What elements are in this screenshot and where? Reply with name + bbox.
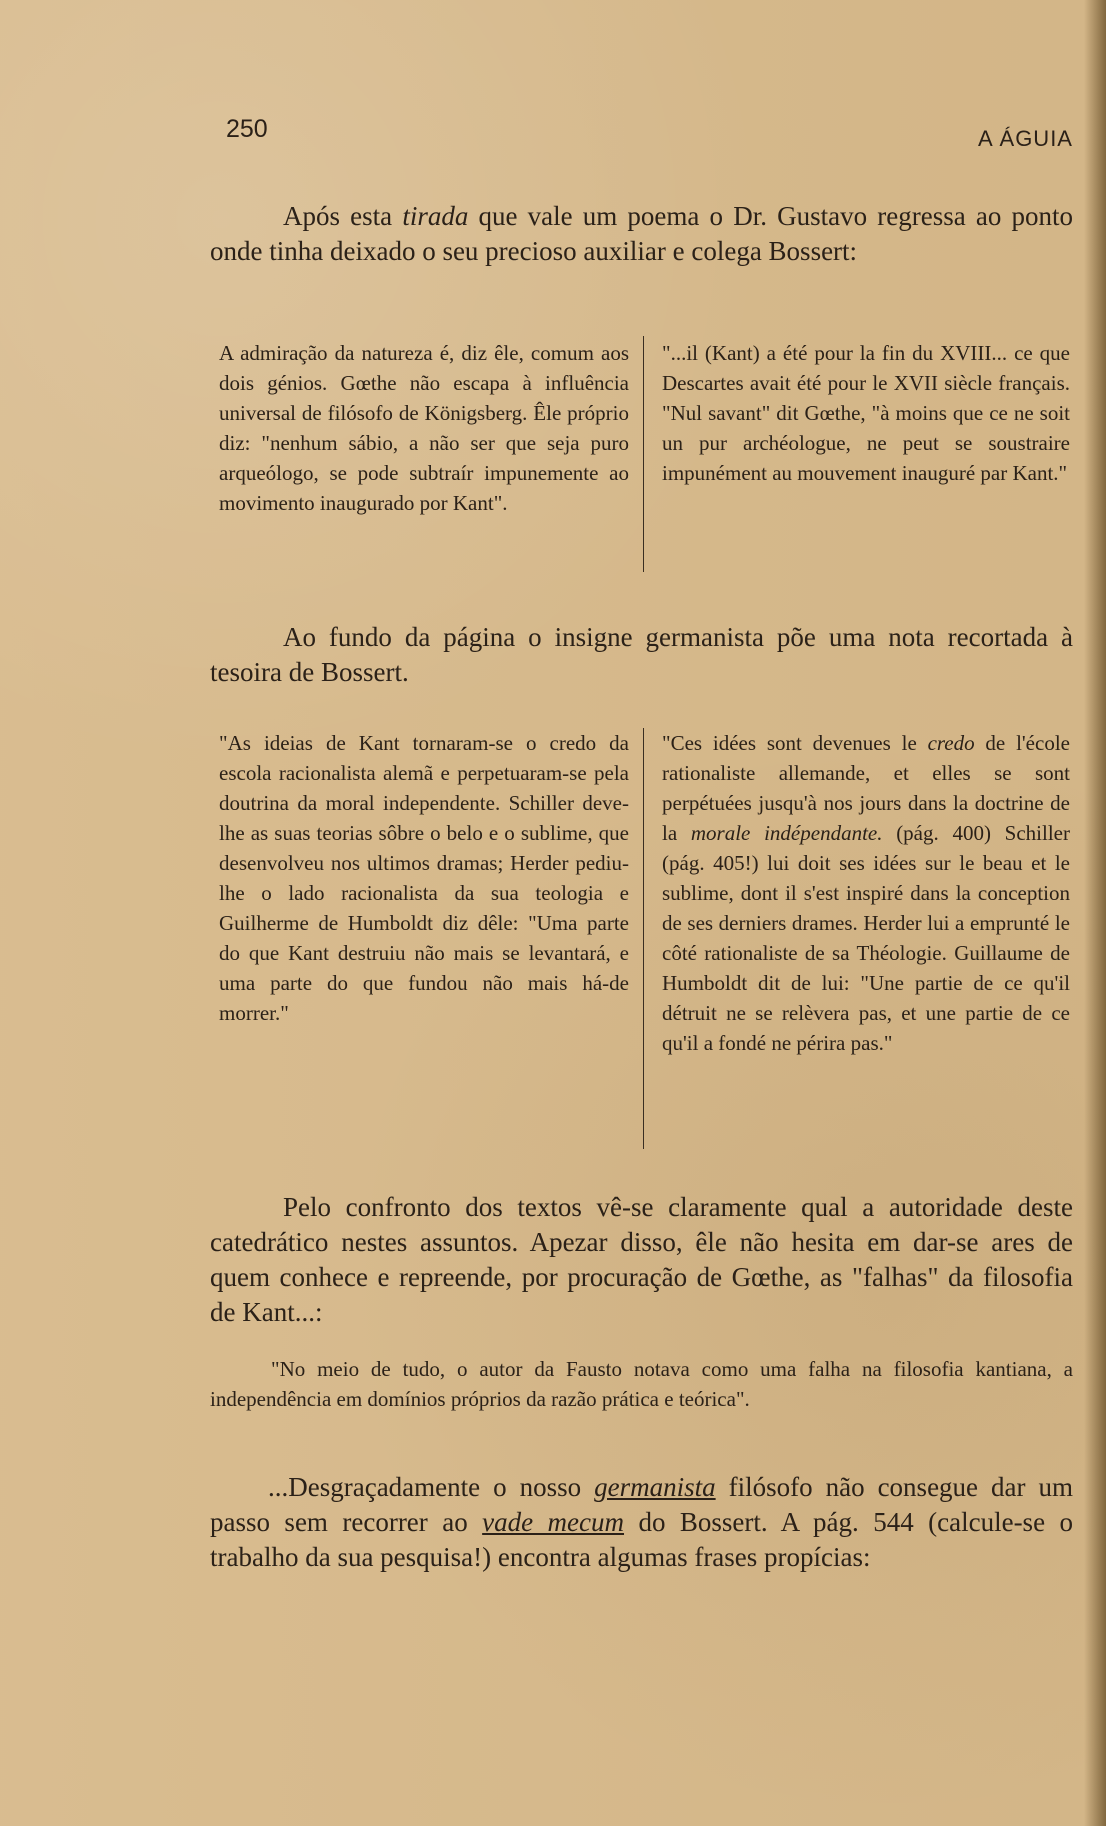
final-middle: filósofo não consegue dar um passo sem recorrer ao <box>210 1472 1073 1537</box>
second-quote-french-morale: morale indépendante. <box>690 821 883 845</box>
intro-paragraph <box>210 199 1073 269</box>
second-quote-french <box>662 728 1070 1058</box>
first-quote-french: "...il (Kant) a été pour la fin du XVIII... ce que Descartes avait été pour le XVII siècle français. "Nul savant" dit Gœthe, "à moins que ce ne soit un pur archéologue, ne peut se soustraire impunément au mouvement inauguré par Kant." <box>662 341 1070 485</box>
final-prefix: ...Desgraçadamente o nosso <box>268 1472 595 1502</box>
intro-prefix: Após esta <box>283 201 403 231</box>
second-quote-divider <box>643 728 644 1149</box>
final-paragraph <box>210 1470 1073 1575</box>
final-suffix: do Bossert. A pág. 544 (calcule-se o trabalho da sua pesquisa!) encontra algumas frases propícias: <box>210 1507 1073 1572</box>
second-quote-french-prefix: "Ces idées sont devenues le <box>662 731 928 755</box>
second-quote-french-credo: credo <box>927 731 975 755</box>
intro-emphasis: tirada <box>402 201 469 231</box>
running-title: A ÁGUIA <box>977 126 1073 151</box>
first-quote-divider <box>643 336 644 572</box>
second-quote-french-suffix: (pág. 400) Schiller (pág. 405!) lui doit ses idées sur le beau et le sublime, dont il s'est inspiré dans la conception de ses derniers drames. Herder lui a emprunté le côté rationaliste de sa Théologie. Guillaume de Humboldt dit de lui: "Une partie de ce qu'il détruit ne se relèvera pas, et une partie de ce qu'il a fondé ne périra pas." <box>662 821 1070 1055</box>
second-quote-portuguese: "As ideias de Kant tornaram-se o credo da escola racionalista alemã e perpetuaram-se pela doutrina da moral independente. Schiller deve-lhe as suas teorias sôbre o belo e o sublime, que desenvolveu nos ultimos dramas; Herder pediu-lhe o lado racionalista da sua teologia e Guilherme de Humboldt diz dêle: "Uma parte do que Kant destruiu não mais se levantará, e uma parte do que fundou não mais há-de morrer." <box>219 731 629 1025</box>
final-emphasis-germanista: germanista <box>594 1472 716 1502</box>
footnote-intro-paragraph: Ao fundo da página o insigne germanista põe uma nota recortada à tesoira de Bossert. <box>210 622 1073 687</box>
faust-quote: "No meio de tudo, o autor da Fausto notava como uma falha na filosofia kantiana, a independência em domínios próprios da razão prática e teórica". <box>210 1357 1073 1411</box>
page-edge-shadow <box>1084 0 1106 1826</box>
final-emphasis-vade-mecum: vade mecum <box>482 1507 625 1537</box>
first-quote-portuguese: A admiração da natureza é, diz êle, comum aos dois génios. Gœthe não escapa à influência universal de filósofo de Königsberg. Êle próprio diz: "nenhum sábio, a não ser que seja puro arqueólogo, se pode subtraír impunemente ao movimento inaugurado por Kant". <box>219 341 629 515</box>
comparison-paragraph: Pelo confronto dos textos vê-se claramente qual a autoridade deste catedrático nestes assuntos. Apezar disso, êle não hesita em dar-se ares de quem conhece e repreende, por procuração de Gœthe, as "falhas" da filosofia de Kant...: <box>210 1192 1073 1327</box>
intro-suffix: que vale um poema o Dr. Gustavo regressa ao ponto onde tinha deixado o seu precioso auxiliar e colega Bossert: <box>210 201 1074 266</box>
page-number: 250 <box>226 115 268 143</box>
second-quote-french-middle: de l'école rationaliste allemande, et elles se sont perpétuées jusqu'à nos jours dans la doctrine de la <box>662 731 1070 845</box>
